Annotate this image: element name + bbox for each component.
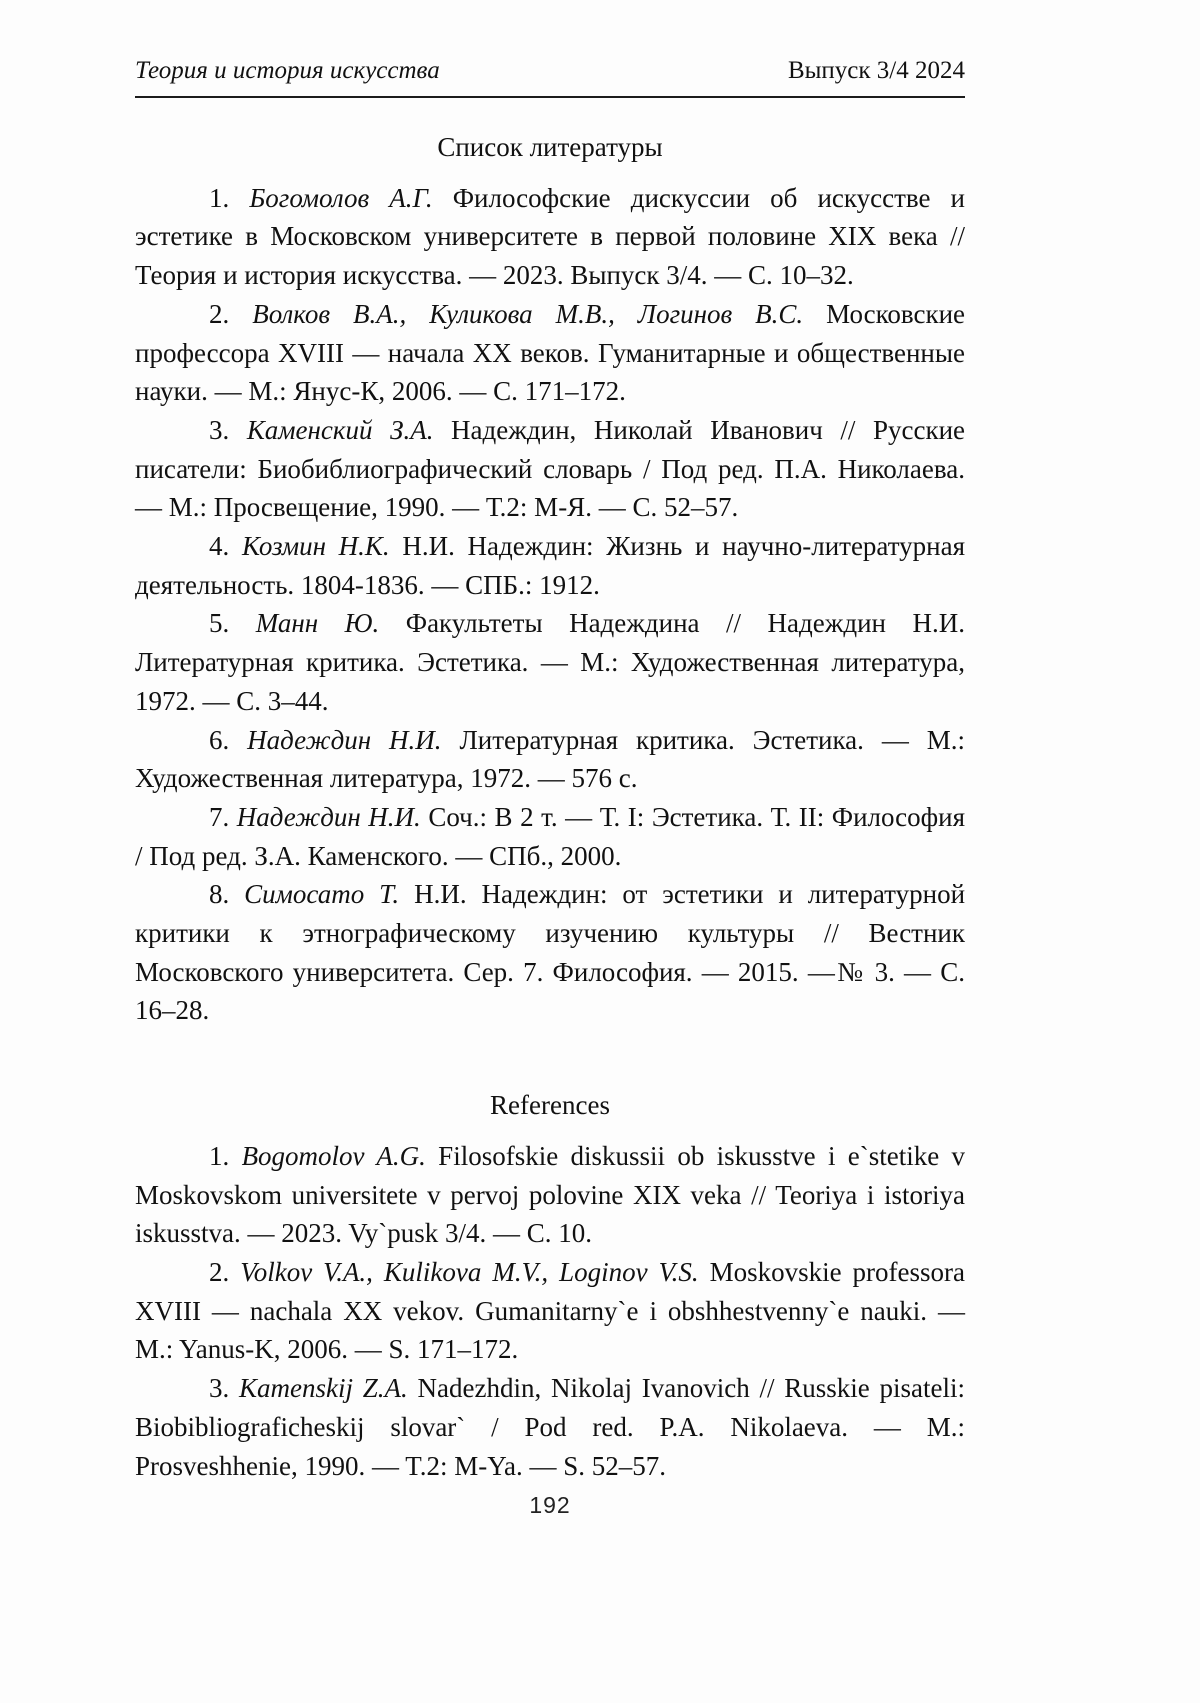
item-authors: Манн Ю. (255, 608, 380, 639)
journal-title: Теория и история искусства (135, 57, 440, 84)
item-number: 7. (209, 801, 230, 832)
item-text: Философские дискуссии об искусстве и эстетике в Московском университете в первой половине XIX века // Теория и история искусства. — 2023. Выпуск 3/4. — С. 10–32. (135, 182, 966, 291)
item-authors: Bogomolov A.G. (241, 1140, 426, 1171)
item-text: Надеждин, Николай Иванович // Русские писатели: Биобиблиографический словарь / Под ред. П.А. Николаева. — М.: Просвещение, 1990. — Т.2: М-Я. — С. 52–57. (135, 414, 966, 523)
item-number: 3. (209, 1373, 230, 1404)
bib-item-ru-6 (135, 721, 965, 798)
issue-label: Выпуск 3/4 2024 (787, 57, 965, 84)
item-number: 8. (209, 879, 230, 910)
running-header (135, 56, 965, 98)
item-authors: Volkov V.A., Kulikova M.V., Loginov V.S. (240, 1256, 699, 1287)
bib-item-ru-2 (135, 295, 965, 411)
bib-item-en-2 (135, 1253, 965, 1369)
item-text: Filosofskie diskussii ob iskusstve i e`stetike v Moskovskom universitete v pervoj polovine XIX veka // Teoriya i istoriya iskusstva. — 2023. Vy`pusk 3/4. — C. 10. (135, 1140, 966, 1249)
item-text: Moskovskie professora XVIII — nachala XX vekov. Gumanitarny`e i obshhestvenny`e nauki. — M.: Yanus-K, 2006. — S. 171–172. (135, 1256, 966, 1365)
item-text: Московские профессора XVIII — начала XX веков. Гуманитарные и общественные науки. — М.: Янус-К, 2006. — С. 171–172. (135, 298, 966, 407)
item-text: Н.И. Надеждин: от эстетики и литературной критики к этнографическому изучению культуры // Вестник Московского университета. Сер. 7. Философия. — 2015. —№ 3. — С. 16–28. (135, 879, 966, 1026)
item-number: 1. (209, 182, 230, 213)
item-number: 2. (209, 298, 230, 329)
item-number: 5. (209, 608, 230, 639)
section-title-literature: Список литературы (437, 132, 663, 162)
item-text: Nadezhdin, Nikolaj Ivanovich // Russkie pisateli: Biobibliograficheskij slovar` / Pod red. P.A. Nikolaeva. — M.: Prosveshhenie, 1990. — T.2: M-Ya. — S. 52–57. (135, 1373, 965, 1481)
item-authors: Каменский З.А. (246, 414, 434, 445)
item-authors: Волков В.А., Куликова М.В., Логинов В.С. (252, 298, 804, 329)
bib-item-ru-1 (135, 179, 965, 295)
bib-item-ru-7 (135, 798, 965, 875)
item-text: Литературная критика. Эстетика. — М.: Художественная литература, 1972. — 576 с. (135, 724, 965, 794)
item-authors: Симосато Т. (244, 879, 400, 910)
item-text: Факультеты Надеждина // Надеждин Н.И. Литературная критика. Эстетика. — М.: Художественная литература, 1972. — С. 3–44. (135, 608, 965, 716)
item-number: 3. (209, 414, 230, 445)
item-authors: Надеждин Н.И. (247, 724, 442, 755)
item-number: 4. (209, 531, 230, 562)
item-authors: Богомолов А.Г. (249, 182, 433, 213)
item-authors: Kamenskij Z.A. (239, 1373, 408, 1404)
item-authors: Надеждин Н.И. (236, 801, 421, 832)
bib-item-en-3 (135, 1369, 965, 1485)
bib-item-en-1 (135, 1137, 965, 1253)
section-title-references: References (490, 1090, 610, 1121)
item-number: 1. (209, 1140, 230, 1171)
item-text: Соч.: В 2 т. — Т. I: Эстетика. Т. II: Философия / Под ред. З.А. Каменского. — СПб., 2000. (135, 801, 966, 871)
bib-item-ru-4 (135, 527, 965, 604)
page-number: 192 (529, 1492, 571, 1518)
bib-item-ru-8 (135, 875, 965, 1030)
bib-item-ru-5 (135, 604, 965, 720)
item-number: 6. (209, 724, 230, 755)
item-number: 2. (209, 1256, 230, 1287)
item-authors: Козмин Н.К. (241, 531, 390, 562)
item-text: Н.И. Надеждин: Жизнь и научно-литературная деятельность. 1804-1836. — СПБ.: 1912. (135, 531, 966, 600)
bib-item-ru-3 (135, 411, 965, 527)
